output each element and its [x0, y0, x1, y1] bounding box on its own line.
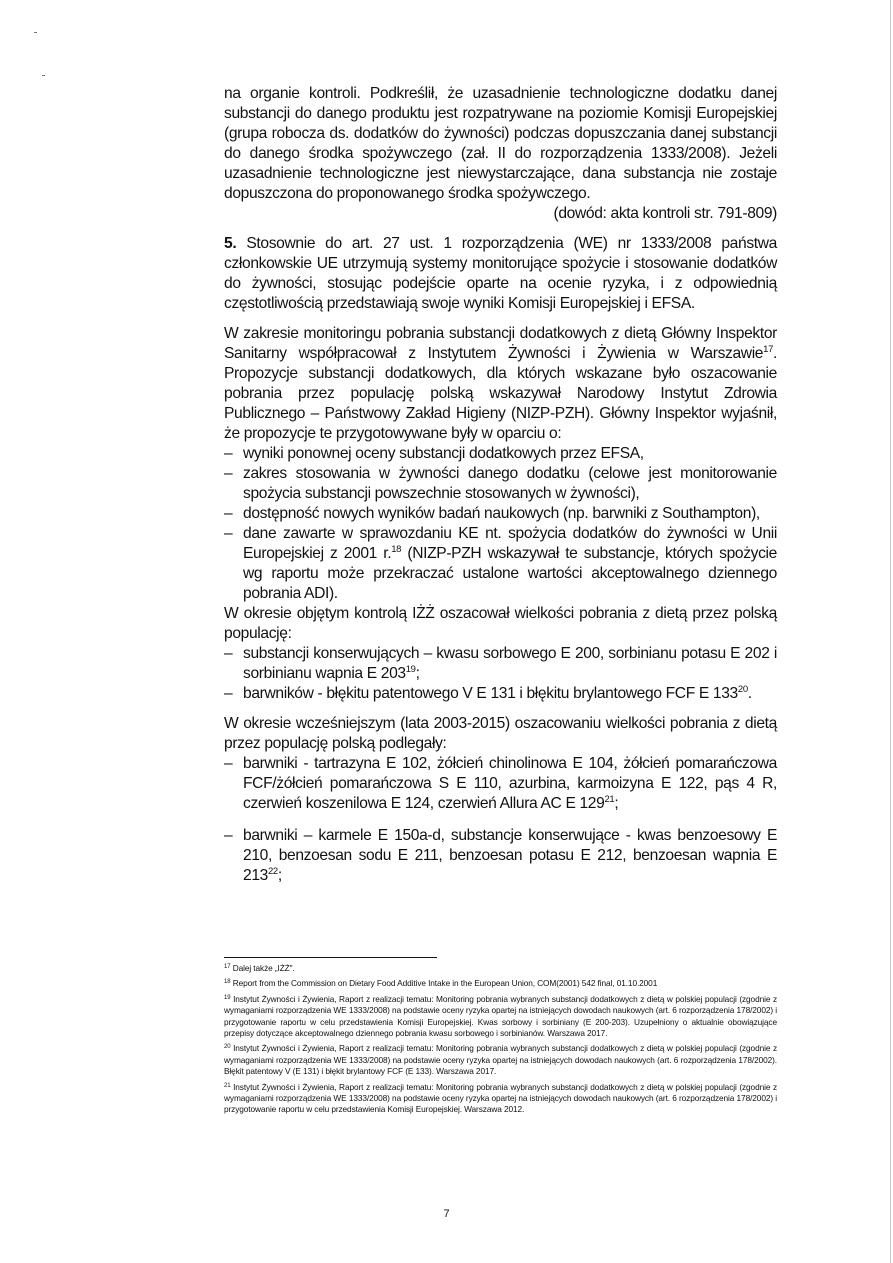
earlier-substances-list — [224, 754, 777, 886]
footnote-ref[interactable]: 17 — [763, 344, 774, 355]
list-item — [224, 684, 777, 704]
main-text — [224, 84, 777, 886]
list-item-text-b: ; — [415, 665, 420, 682]
list-item — [224, 826, 777, 886]
footnote-text: Report from the Commission on Dietary Food Additive Intake in the European Union, COM(2001) 542 final, 01.10.2001 — [230, 978, 658, 989]
list-item — [224, 644, 777, 684]
footnote-number: 17 — [224, 964, 231, 970]
section-number: 5. — [224, 235, 237, 252]
list-item-text-a: barwniki – karmele E 150a-d, substancje konserwujące - kwas benzoesowy E 210, benzoesan sodu E 211, benzoesan potasu E 212, benzoesan wapnia E 213 — [243, 827, 777, 884]
footnote-number: 19 — [224, 994, 231, 1001]
footnote-ref[interactable]: 20 — [737, 684, 748, 695]
footnote-text: Instytut Żywności i Żywienia, Raport z realizacji tematu: Monitoring pobrania wybranych substancji dodatkowych z dietą w polskiej populacji (zgodnie z wymaganiami rozporządzenia WE 1333/2008) na podstawie oceny ryzyka opartej na istniejących dowodach naukowych (art. 6 rozporządzenia 178/2002). Błękit patentowy V (E 131) i błękit brylantowy FCF (E 133). Warszawa 2017. — [224, 1043, 777, 1077]
footnote-21 — [224, 1082, 777, 1116]
list-item-text-b: ; — [614, 795, 619, 812]
footnote-ref[interactable]: 22 — [267, 866, 278, 877]
footnote-text: Dalej także „IŻŻ". — [230, 963, 295, 973]
footnote-ref[interactable]: 18 — [391, 544, 402, 555]
monitoring-paragraph — [224, 324, 777, 444]
section-5-text: Stosownie do art. 27 ust. 1 rozporządzenia (WE) nr 1333/2008 państwa członkowskie UE utrzymują systemy monitorujące spożycie i stosowanie dodatków do żywności, stosując podejście oparte na ocenie ryzyka, i z odpowiednią częstotliwością przedstawiają swoje wyniki Komisji Europejskiej i EFSA. — [224, 235, 777, 312]
criteria-list — [224, 444, 777, 604]
footnote-18 — [224, 978, 777, 989]
continued-paragraph: na organie kontroli. Podkreślił, że uzasadnienie technologiczne dodatku danej substancji do danego produktu jest rozpatrywane na poziomie Komisji Europejskiej (grupa robocza ds. dodatków do żywności) podczas dopuszczania danej substancji do danego środka spożywczego (zał. II do rozporządzenia 1333/2008). Jeżeli uzasadnienie technologiczne jest niewystarczające, dana substancja nie zostaje dopuszczona do proponowanego środka spożywczego. — [224, 85, 777, 202]
footnote-number: 20 — [224, 1044, 231, 1051]
list-item-text-a: dane zawarte w sprawozdaniu KE nt. spożycia dodatków do żywności w Unii Europejskiej z 2001 r. — [243, 525, 777, 562]
list-item-text-b: (NIZP-PZH wskazywał te substancje, których spożycie wg raportu może przekraczać ustalone wartości akceptowalnego dziennego pobrania ADI). — [243, 545, 777, 602]
footnote-separator — [224, 957, 437, 958]
footnote-ref[interactable]: 21 — [604, 794, 615, 805]
list-item — [224, 754, 777, 814]
control-period-paragraph: W okresie objętym kontrolą IŻŻ oszacował wielkości pobrania z dietą przez polską populację: — [224, 605, 777, 642]
monitoring-text-b: . Propozycje substancji dodatkowych, dla których wskazane było oszacowanie pobrania przez populację polską wskazywał Narodowy Instytut Zdrowia Publicznego – Państwowy Zakład Higieny (NIZP-PZH). Główny Inspektor wyjaśnił, że propozycje te przygotowywane były w oparciu o: — [224, 345, 777, 442]
footnote-ref[interactable]: 19 — [405, 664, 416, 675]
list-item-text-a: barwników - błękitu patentowego V E 131 i błękitu brylantowego FCF E 133 — [243, 685, 738, 702]
list-item: – zakres stosowania w żywności danego dodatku (celowe jest monitorowanie spożycia substancji powszechnie stosowanych w żywności), — [224, 464, 777, 504]
footnote-text: Instytut Żywności i Żywienia, Raport z realizacji tematu: Monitoring pobrania wybranych substancji dodatkowych z dietą w polskiej populacji (zgodnie z wymaganiami rozporządzenia WE 1333/2008) na podstawie oceny ryzyka opartej na istniejących dowodach naukowych (art. 6 rozporządzenia 178/2002) i przygotowanie raportu w celu przedstawienia Komisji Europejskiej. Warszawa 2012. — [224, 1081, 777, 1115]
page-number: 7 — [443, 1208, 450, 1220]
footnote-17 — [224, 963, 777, 974]
earlier-period-paragraph: W okresie wcześniejszym (lata 2003-2015) oszacowaniu wielkości pobrania z dietą przez populację polską podlegały: — [224, 715, 777, 752]
list-item-text-a: substancji konserwujących – kwasu sorbowego E 200, sorbinianu potasu E 202 i sorbinianu wapnia E 203 — [243, 645, 777, 682]
list-item-text-b: ; — [277, 867, 282, 884]
section-5-paragraph — [224, 234, 777, 314]
footnotes — [224, 963, 777, 1120]
list-item-text-b: . — [747, 685, 752, 702]
footnote-number: 18 — [224, 979, 231, 986]
evidence-reference: (dowód: akta kontroli str. 791-809) — [553, 205, 777, 222]
list-item-text-a: barwniki - tartrazyna E 102, żółcień chinolinowa E 104, żółcień pomarańczowa FCF/żółcień pomarańczowa S E 110, azurbina, karmoizyna E 122, pąs 4 R, czerwień koszenilowa E 124, czerwień Allura AC E 129 — [243, 755, 777, 812]
list-item: – wyniki ponownej oceny substancji dodatkowych przez EFSA, — [224, 444, 777, 464]
estimated-substances-list — [224, 644, 777, 704]
scan-speck — [34, 32, 37, 33]
list-item — [224, 524, 777, 604]
footnote-19 — [224, 994, 777, 1040]
footnote-20 — [224, 1043, 777, 1077]
monitoring-text-a: W zakresie monitoringu pobrania substancji dodatkowych z dietą Główny Inspektor Sanitarny współpracował z Instytutem Żywności i Żywienia w Warszawie — [224, 325, 777, 362]
scan-speck — [42, 75, 45, 76]
footnote-text: Instytut Żywności i Żywienia, Raport z realizacji tematu: Monitoring pobrania wybranych substancji dodatkowych z dietą w polskiej populacji (zgodnie z wymaganiami rozporządzenia WE 1333/2008) na podstawie oceny ryzyka opartej na istniejących dowodach naukowych (art. 6 rozporządzenia 178/2002) i przygotowanie raportu w celu przedstawienia Komisji Europejskiej. Kwas sorbowy i sorbiniany (E 200-203). Uzupełniony o aktualnie obowiązujące przepisy dotyczące akceptowalnego dziennego pobrania kwasu sorbowego i sorbinianów. Warszawa 2017. — [224, 993, 777, 1039]
list-item: – dostępność nowych wyników badań naukowych (np. barwniki z Southampton), — [224, 504, 777, 524]
footnote-number: 21 — [224, 1082, 231, 1089]
page-edge-line — [890, 0, 891, 1263]
